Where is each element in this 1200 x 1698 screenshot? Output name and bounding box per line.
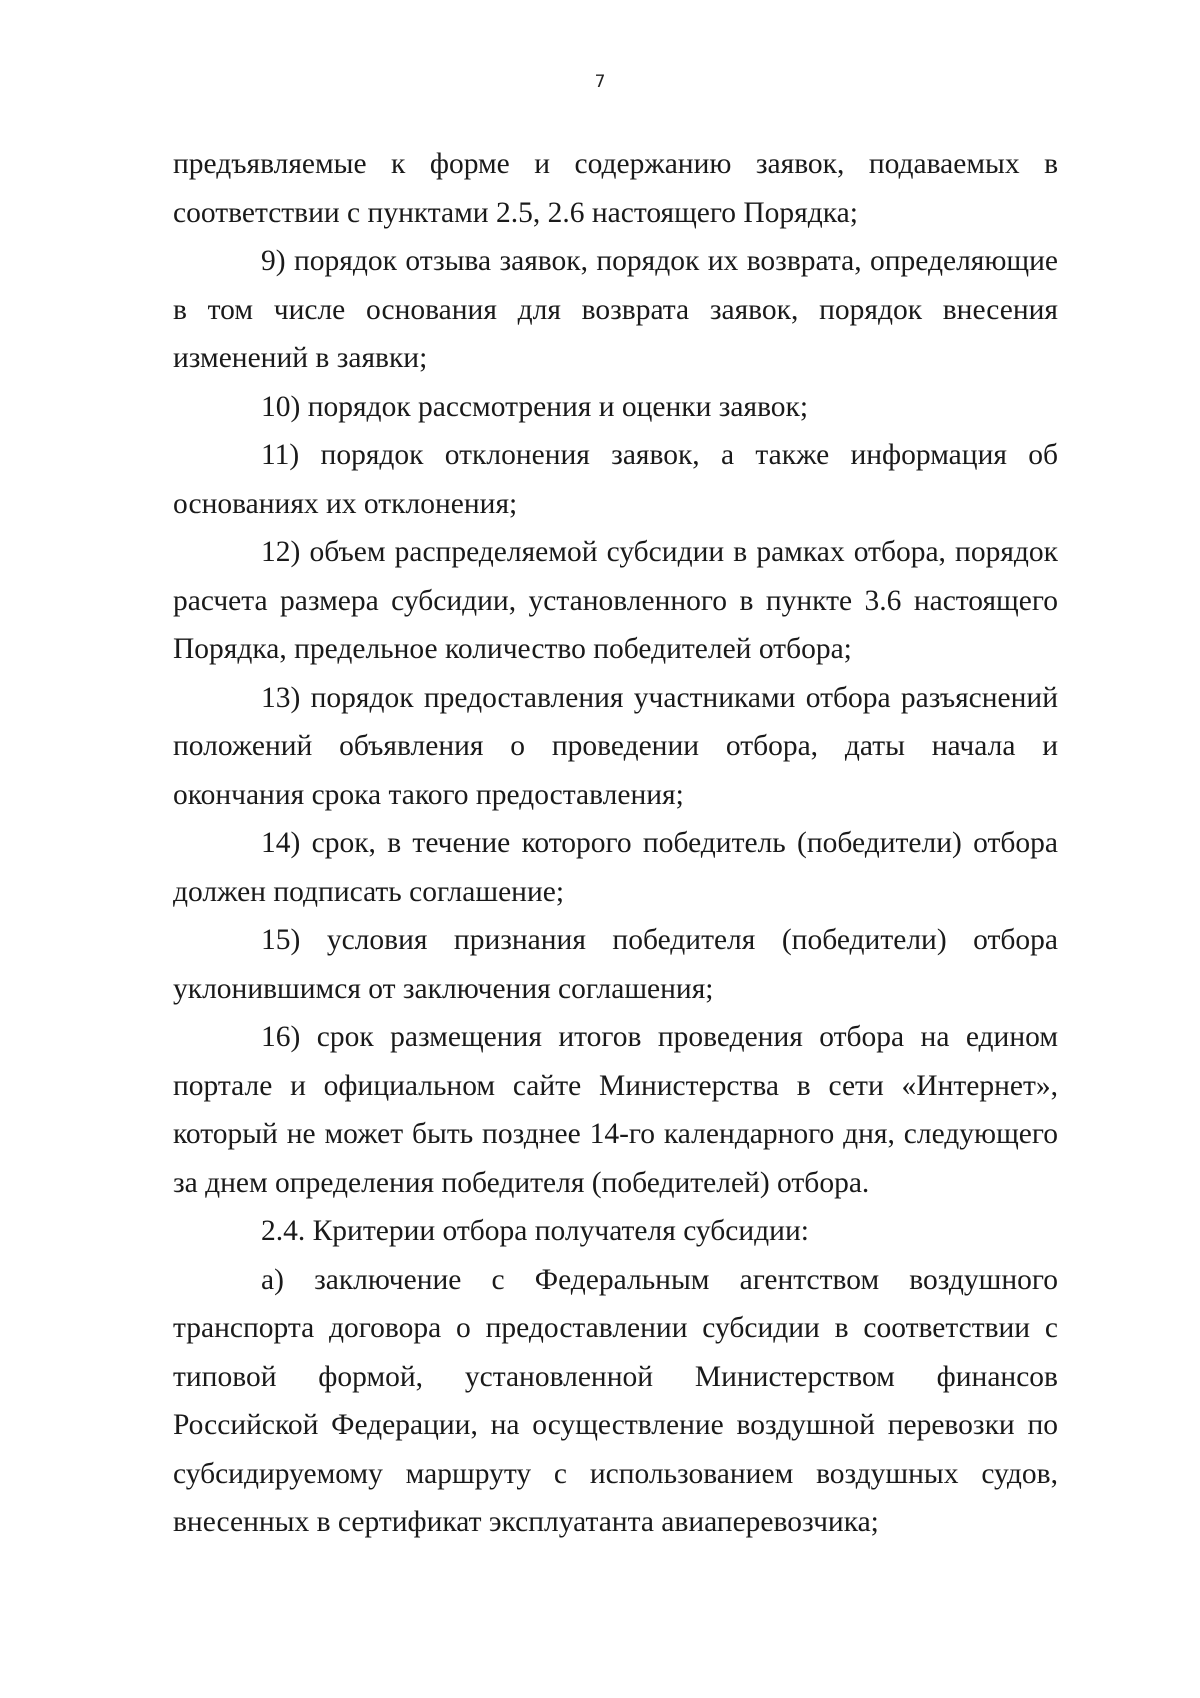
paragraph-11: а) заключение с Федеральным агентством воздушного транспорта договора о предоставлении субсидии в соответствии с типовой формой, установленной Министерством финансов Российской Федерации, на осуществление воздушной перевозки по субсидируемому маршруту с использованием воздушных судов, внесенных в сертификат эксплуатанта авиаперевозчика; (173, 1263, 1058, 1538)
paragraph-10: 2.4. Критерии отбора получателя субсидии: (261, 1215, 809, 1247)
document-body (173, 140, 1058, 1547)
paragraph-8: 15) условия признания победителя (победители) отбора уклонившимся от заключения соглашения; (173, 924, 1058, 1005)
page-number: 7 (594, 72, 606, 92)
paragraph-2: 9) порядок отзыва заявок, порядок их возврата, определяющие в том числе основания для возврата заявок, порядок внесения изменений в заявки; (173, 245, 1058, 374)
paragraph-6: 13) порядок предоставления участниками отбора разъяснений положений объявления о проведении отбора, даты начала и окончания срока такого предоставления; (173, 681, 1058, 811)
paragraph-7: 14) срок, в течение которого победитель (победители) отбора должен подписать соглашение; (173, 827, 1058, 908)
paragraph-1: предъявляемые к форме и содержанию заявок, подаваемых в соответствии с пунктами 2.5, 2.6 настоящего Порядка; (173, 148, 1058, 229)
paragraph-9: 16) срок размещения итогов проведения отбора на едином портале и официальном сайте Министерства в сети «Интернет», который не может быть позднее 14-го календарного дня, следующего за днем определения победителя (победителей) отбора. (173, 1021, 1058, 1199)
paragraph-5: 12) объем распределяемой субсидии в рамках отбора, порядок расчета размера субсидии, установленного в пункте 3.6 настоящего Порядка, предельное количество победителей отбора; (173, 536, 1058, 665)
paragraph-3: 10) порядок рассмотрения и оценки заявок; (261, 390, 809, 423)
paragraph-4: 11) порядок отклонения заявок, а также информация об основаниях их отклонения; (173, 439, 1058, 520)
